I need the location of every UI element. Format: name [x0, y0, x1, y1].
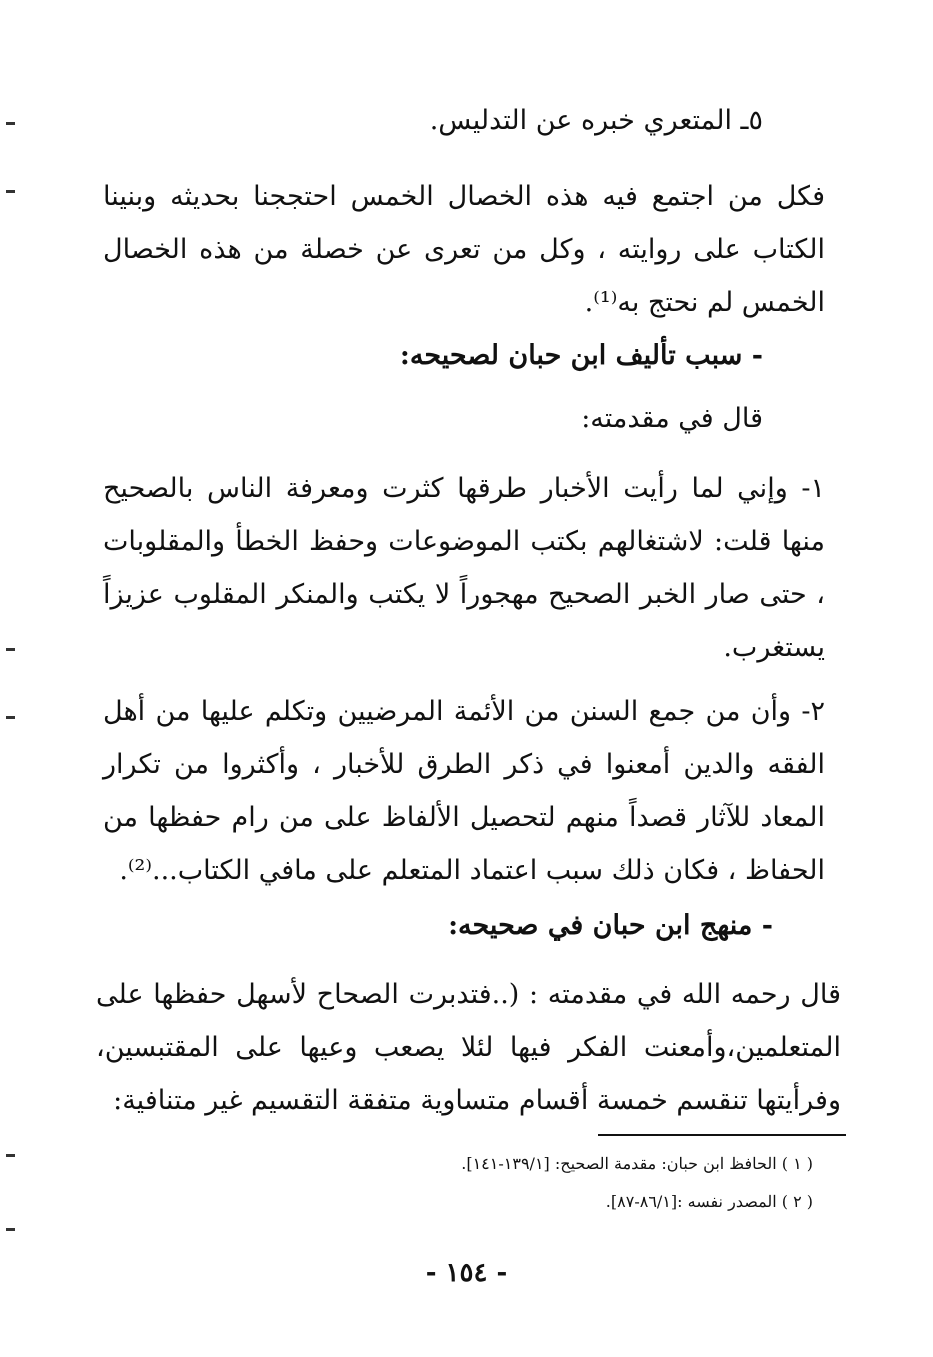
footnote-1: ( ١ ) الحافظ ابن حبان: مقدمة الصحيح: [١٣٩/١-١٤١]. — [461, 1154, 813, 1173]
footnote-separator — [598, 1134, 846, 1136]
section-heading-reason: - سبب تأليف ابن حبان لصحيحه: — [399, 340, 763, 371]
footnote-2: ( ٢ ) المصدر نفسه :[٨٦/١-٨٧]. — [605, 1192, 813, 1211]
paragraph-method: قال رحمه الله في مقدمته : (..فتدبرت الصحاح لأسهل حفظها على المتعلمين،وأمعنت الفكر فيها لئلا يصعب وعيها على المقتبسين، وفرأيتها تنقسم خمسة أقسام متساوية متفقة التقسيم غير متنافية: — [96, 979, 841, 1116]
intro-text: قال في مقدمته: — [581, 403, 763, 434]
point-two: ٢- وأن من جمع السنن من الأئمة المرضيين وتكلم عليها من أهل الفقه والدين أمعنوا في ذكر الطرق للأخبار ، وأكثروا من تكرار المعاد للآثار قصداً منهم لتحصيل الألفاظ على من رام حفظها من الحفاظ ، فكان ذلك سبب اعتماد المتعلم على مافي الكتاب...⁽²⁾. — [103, 696, 825, 886]
scan-edge-mark — [6, 190, 15, 193]
scan-edge-mark — [6, 1228, 15, 1231]
list-item-5: ٥ـ المتعري خبره عن التدليس. — [429, 105, 763, 136]
paragraph-conditions: فكل من اجتمع فيه هذه الخصال الخمس احتججنا بحديثه وبنينا الكتاب على روايته ، وكل من تعرى عن خصلة من هذه الخصال الخمس لم نحتج به⁽¹⁾. — [103, 181, 826, 318]
scan-edge-mark — [6, 648, 15, 651]
scan-edge-mark — [6, 122, 15, 125]
scan-edge-mark — [6, 716, 15, 719]
page-number: - ١٥٤ - — [425, 1258, 508, 1288]
section-heading-method: - منهج ابن حبان في صحيحه: — [448, 910, 773, 941]
scan-edge-mark — [6, 1154, 15, 1157]
point-one: ١- وإني لما رأيت الأخبار طرقها كثرت ومعرفة الناس بالصحيح منها قلت: لاشتغالهم بكتب الموضوعات وحفظ الخطأ والمقلوبات ، حتى صار الخبر الصحيح مهجوراً لا يكتب والمنكر المقلوب عزيزاً يستغرب. — [103, 473, 825, 663]
